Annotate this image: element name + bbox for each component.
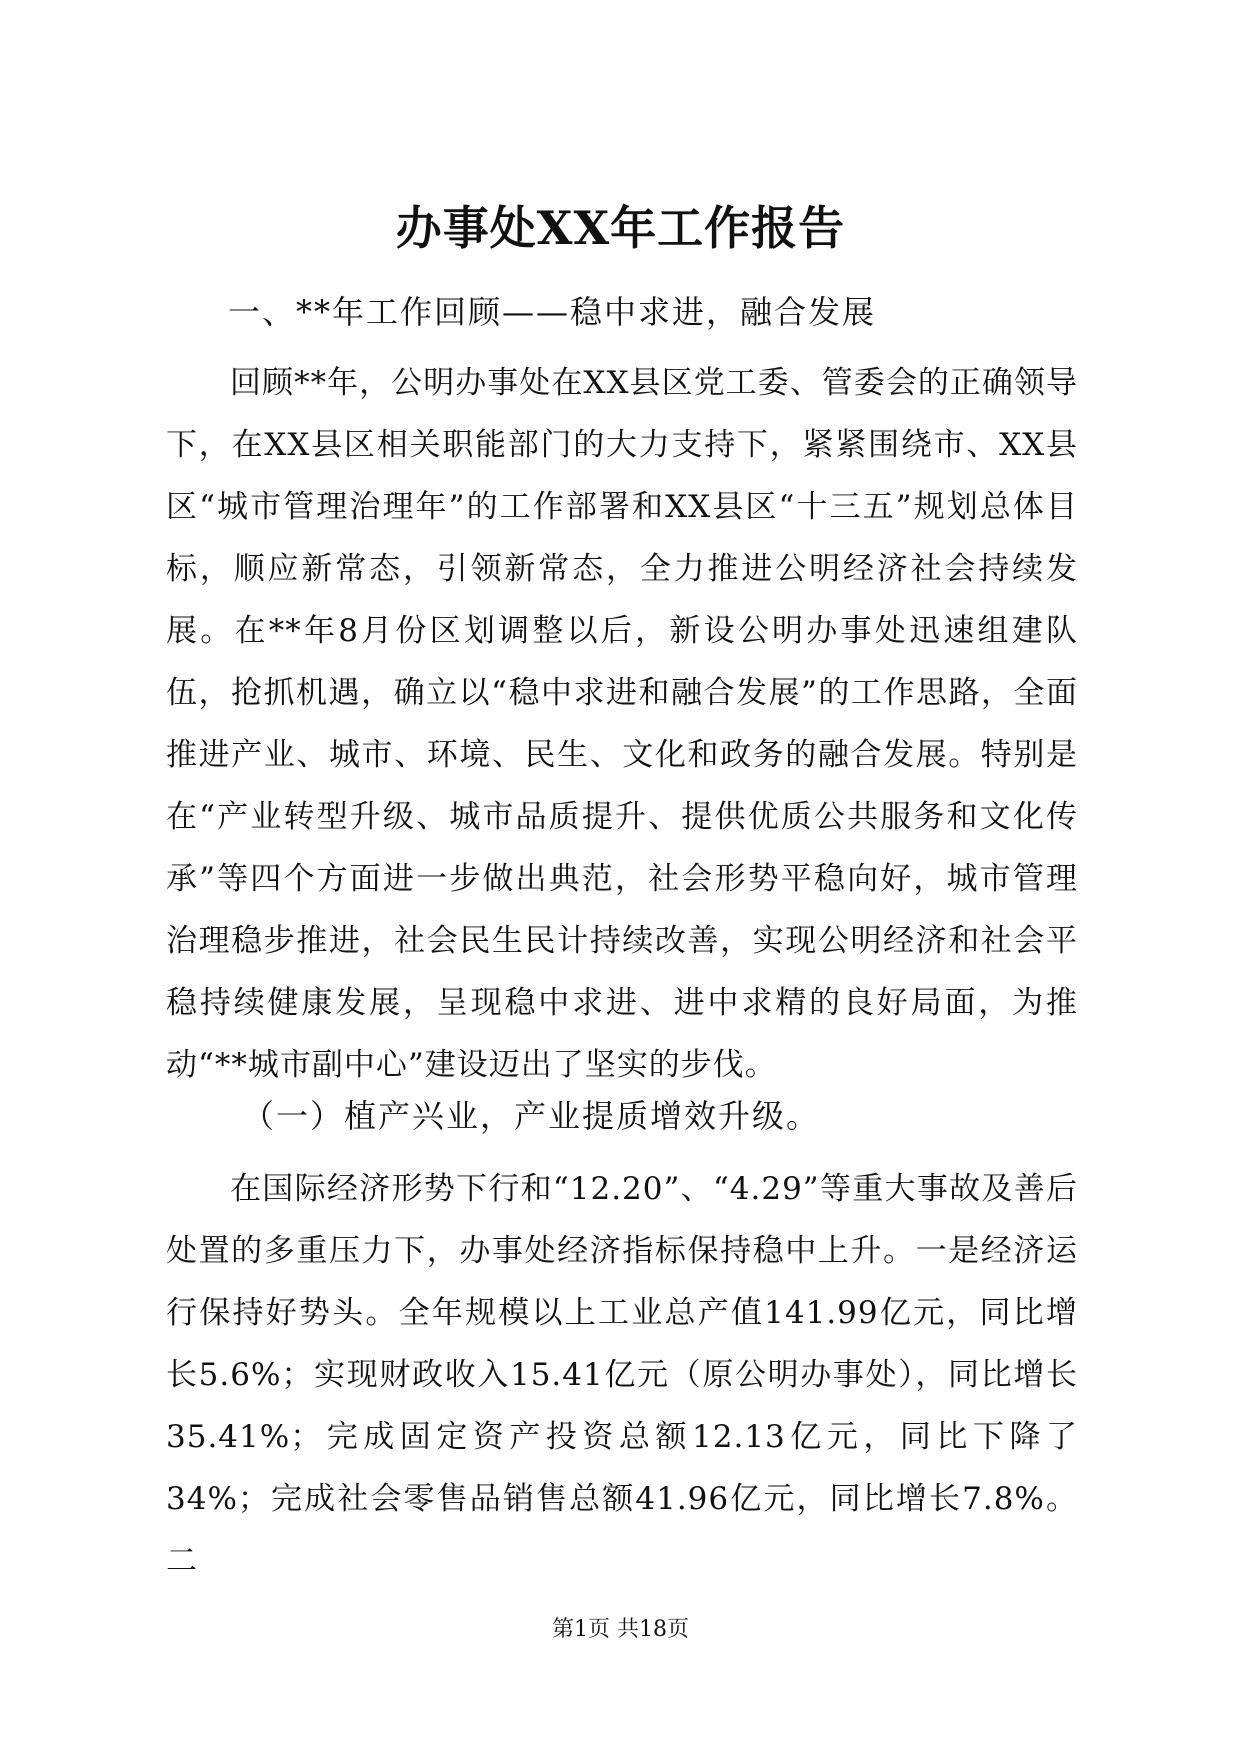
body-paragraph: 在国际经济形势下行和“12.20”、“4.29”等重大事故及善后处置的多重压力下，办事处经济指标保持稳中上升。一是经济运行保持好势头。全年规模以上工业总产值141.99亿元，同比增长5.6%；实现财政收入15.41亿元（原公明办事处），同比增长35.41%；完成固定资产投资总额12.13亿元，同比下降了34%；完成社会零售品销售总额41.96亿元，同比增长7.8%。二: [166, 1171, 1078, 1579]
section-heading: 一、**年工作回顾——稳中求进，融合发展: [228, 293, 877, 331]
page-footer: 第1页 共18页: [552, 1617, 689, 1642]
body-paragraph: 回顾**年，公明办事处在XX县区党工委、管委会的正确领导下，在XX县区相关职能部门的大力支持下，紧紧围绕市、XX县区“城市管理治理年”的工作部署和XX县区“十三五”规划总体目标，顺应新常态，引领新常态，全力推进公明经济社会持续发展。在**年8月份区划调整以后，新设公明办事处迅速组建队伍，抢抓机遇，确立以“稳中求进和融合发展”的工作思路，全面推进产业、城市、环境、民生、文化和政务的融合发展。特别是在“产业转型升级、城市品质提升、提供优质公共服务和文化传承”等四个方面进一步做出典范，社会形势平稳向好，城市管理治理稳步推进，社会民生民计持续改善，实现公明经济和社会平稳持续健康发展，呈现稳中求进、进中求精的良好局面，为推动“**城市副中心”建设迈出了坚实的步伐。: [166, 365, 1078, 1083]
subsection-heading: （一）植产兴业，产业提质增效升级。: [242, 1097, 821, 1135]
document-title: 办事处XX年工作报告: [395, 201, 846, 255]
